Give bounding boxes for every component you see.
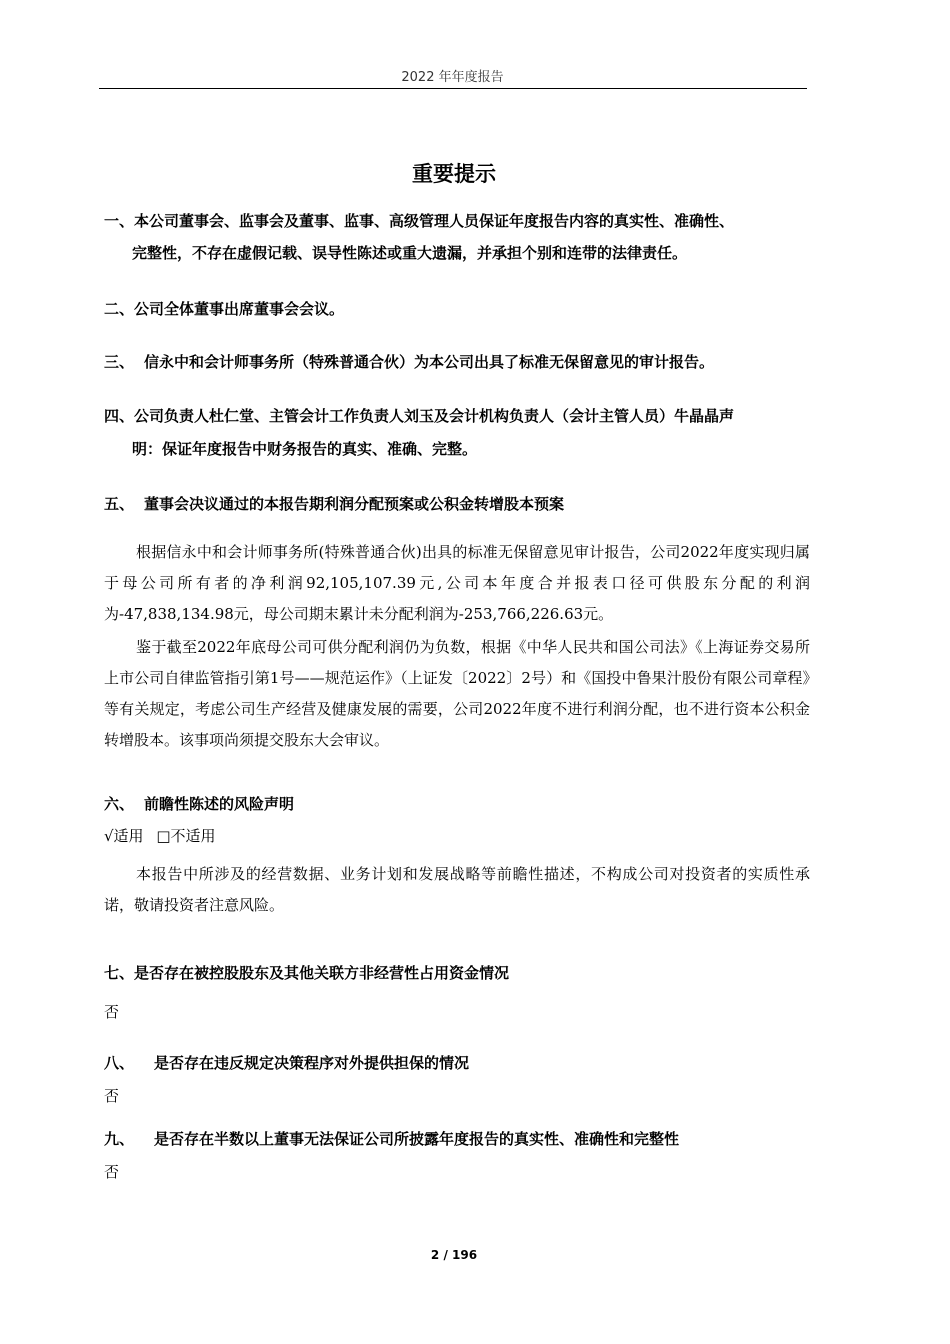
applicability-row: [104, 821, 504, 852]
item-7-number: 七、: [104, 964, 135, 982]
item-8: [104, 1048, 824, 1079]
page-number: 2 / 196: [430, 1248, 478, 1262]
item-1-number: 一、: [104, 212, 135, 230]
item-6-paragraph: 本报告中所涉及的经营数据、业务计划和发展战略等前瞻性描述，不构成公司对投资者的实质性承诺，敬请投资者注意风险。: [104, 865, 810, 914]
item-7-text: 是否存在被控股股东及其他关联方非经营性占用资金情况: [134, 964, 510, 982]
item-6-text: 前瞻性陈述的风险声明: [144, 795, 295, 813]
item-5: [104, 489, 824, 520]
item-6: [104, 789, 804, 820]
not-applicable-checkbox: □不适用: [156, 827, 216, 845]
item-4-text-line1: 公司负责人杜仁堂、主管会计工作负责人刘玉及会计机构负责人（会计主管人员）牛晶晶声: [134, 407, 735, 425]
running-header: 2022 年年度报告: [401, 70, 504, 85]
item-1: [104, 206, 824, 237]
item-8-text: 是否存在违反规定决策程序对外提供担保的情况: [154, 1054, 470, 1072]
item-9-number: 九、: [104, 1130, 135, 1148]
applicable-checked: √适用: [104, 827, 144, 845]
item-2-text: 公司全体董事出席董事会会议。: [134, 300, 345, 318]
item-1-text-line1: 本公司董事会、监事会及董事、监事、高级管理人员保证年度报告内容的真实性、准确性、: [134, 212, 735, 230]
item-9-text: 是否存在半数以上董事无法保证公司所披露年度报告的真实性、准确性和完整性: [154, 1130, 680, 1148]
page-title: 重要提示: [412, 162, 496, 186]
item-5-paragraph-1: 根据信永中和会计师事务所(特殊普通合伙)出具的标准无保留意见审计报告，公司2022年度实现归属于母公司所有者的净利润92,105,107.39元,公司本年度合并报表口径可供股东分配的利润为-47,838,134.98元，母公司期末累计未分配利润为-253,766,226.63元。: [104, 543, 810, 623]
item-2: [104, 294, 804, 325]
item-7-answer: 否: [104, 1003, 120, 1021]
item-8-number: 八、: [104, 1054, 135, 1072]
item-5-text: 董事会决议通过的本报告期利润分配预案或公积金转增股本预案: [144, 495, 565, 513]
item-6-number: 六、: [104, 795, 135, 813]
item-8-answer: 否: [104, 1087, 120, 1105]
item-7: [104, 958, 804, 989]
item-9-answer: 否: [104, 1163, 120, 1181]
item-2-number: 二、: [104, 300, 135, 318]
item-5-number: 五、: [104, 495, 135, 513]
item-4-number: 四、: [104, 407, 135, 425]
item-9: [104, 1124, 824, 1155]
item-1-text-line2: 完整性，不存在虚假记载、误导性陈述或重大遗漏，并承担个别和连带的法律责任。: [132, 244, 688, 262]
item-3: [104, 347, 824, 378]
item-4: [104, 401, 824, 432]
header-divider: [99, 88, 807, 89]
item-3-number: 三、: [104, 353, 135, 371]
item-4-text-line2: 明：保证年度报告中财务报告的真实、准确、完整。: [132, 440, 478, 458]
item-3-text: 信永中和会计师事务所（特殊普通合伙）为本公司出具了标准无保留意见的审计报告。: [144, 353, 715, 371]
item-5-paragraph-2: 鉴于截至2022年底母公司可供分配利润仍为负数，根据《中华人民共和国公司法》《上海证券交易所上市公司自律监管指引第1号——规范运作》（上证发〔2022〕2号）和《国投中鲁果汁股份有限公司章程》等有关规定，考虑公司生产经营及健康发展的需要，公司2022年度不进行利润分配，也不进行资本公积金转增股本。该事项尚须提交股东大会审议。: [104, 638, 810, 749]
